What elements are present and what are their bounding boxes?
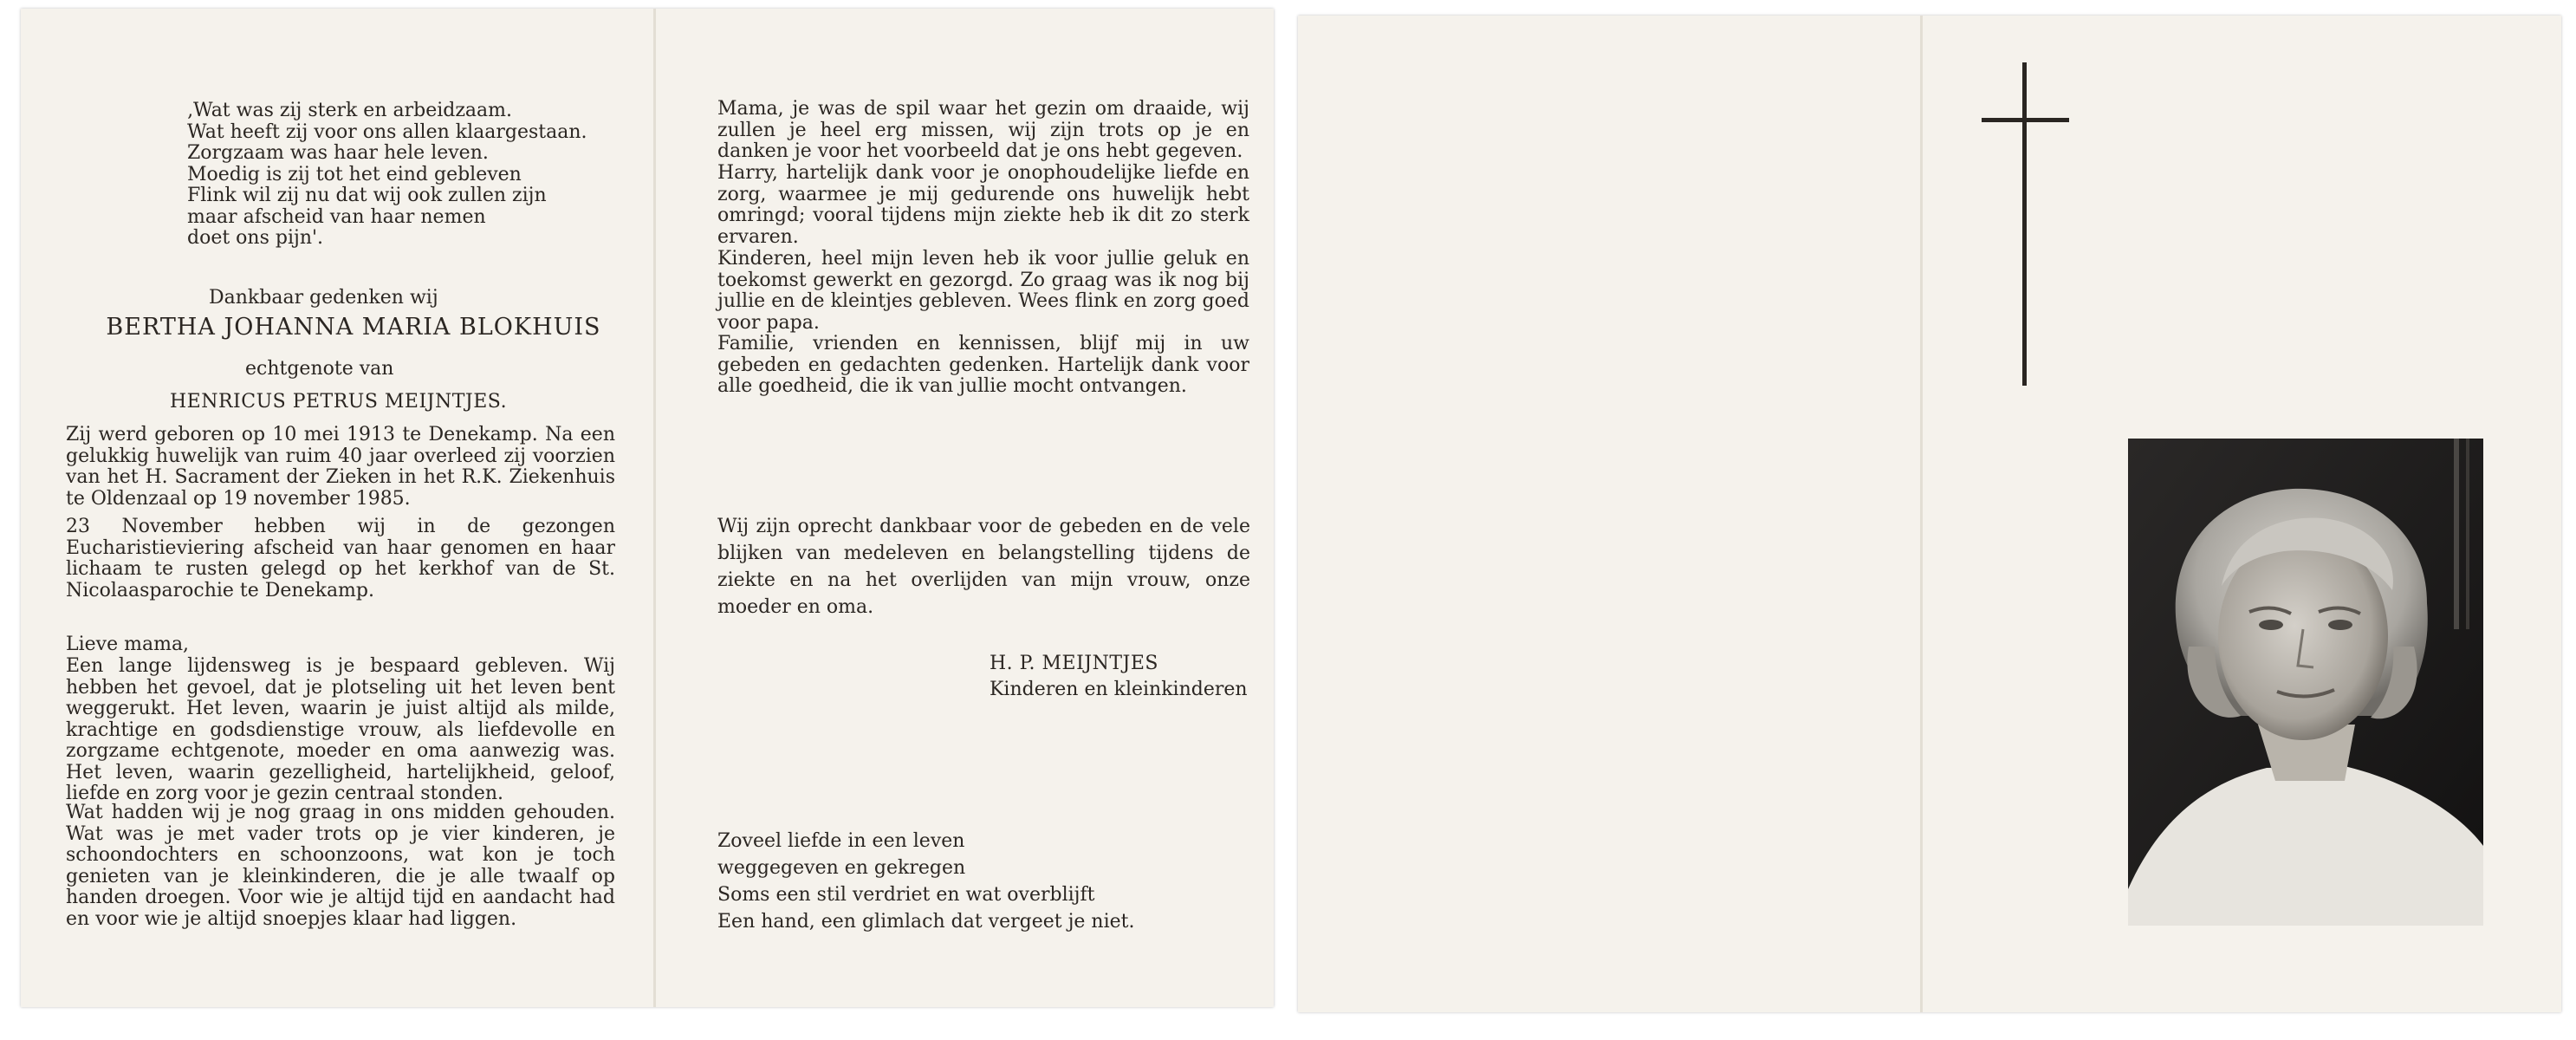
farewell-paragraph: Kinderen, heel mijn leven heb ik voor jullie geluk en toekomst gewerkt en gezorgd. Zo graag was ik nog bij jullie en de kleintjes gebleven. Wees flink en zorg goed voor papa. [717,248,1249,334]
closing-poem: Zoveel liefde in een leven weggegeven en gekregen Soms een stil verdriet en wat overblijft Een hand, een glimlach dat vergeet je niet. [717,830,1135,933]
memorial-card-inside [21,9,1274,1007]
letter-paragraph: Wat hadden wij je nog graag in ons midden gehouden. Wat was je met vader trots op je vier kinderen, je schoondochters en schoonzoons, wat kon je toch genieten van je kleinkinderen, die je alle twaalf op handen droegen. Voor wie je altijd tijd en aandacht had en voor wie je altijd snoepjes klaar had liggen. [66,802,615,930]
biography-paragraph: Zij werd geboren op 10 mei 1913 te Denekamp. Na een gelukkig huwelijk van ruim 40 jaar overleed zij voorzien van het H. Sacrament der Zieken in het R.K. Ziekenhuis te Oldenzaal op 19 november 1985. [66,424,615,510]
farewell-paragraph: Mama, je was de spil waar het gezin om draaide, wij zullen je heel erg missen, wij zijn trots op je en danken je voor het voorbeeld dat je ons hebt gegeven. [717,98,1249,162]
inside-right-panel [656,9,1274,1007]
signature-family: Kinderen en kleinkinderen [990,679,1248,700]
husband-name: HENRICUS PETRUS MEIJNTJES. [170,391,508,413]
opening-poem: ‚Wat was zij sterk en arbeidzaam. Wat heeft zij voor ons allen klaargestaan. Zorgzaam was haar hele leven. Moedig is zij tot het eind gebleven Flink wil zij nu dat wij ook zullen zijn maar afscheid van haar nemen doet ons pijn'. [187,100,587,249]
echtgenote-line: echtgenote van [245,358,394,380]
portrait-photo [2128,439,2483,926]
inside-left-panel [21,9,653,1007]
farewell-paragraph: Familie, vrienden en kennissen, blijf mij in uw gebeden en gedachten gedenken. Hartelijk dank voor alle goedheid, die ik van jullie mocht ontvangen. [717,333,1249,397]
memorial-card-outside [1298,16,2561,1012]
dankbaar-line: Dankbaar gedenken wij [209,287,438,309]
funeral-paragraph: 23 November hebben wij in de gezongen Eucharistieviering afscheid van haar genomen en haar lichaam te rusten gelegd op het kerkhof van de St. Nicolaasparochie te Denekamp. [66,516,615,601]
letter-paragraph: Een lange lijdensweg is je bespaard gebleven. Wij hebben het gevoel, dat je plotseling uit het leven bent weggerukt. Het leven, waarin je juist altijd als milde, krachtige en godsdienstige vrouw, als liefdevolle en zorgzame echtgenote, moeder en oma aanwezig was. Het leven, waarin gezelligheid, hartelijkheid, geloof, liefde en zorg voor je gezin centraal stonden. [66,655,615,804]
farewell-paragraph: Harry, hartelijk dank voor je onophoudelijke liefde en zorg, waarmee je mij gedurende ons huwelijk hebt omringd; vooral tijdens mijn ziekte heb ik dit zo sterk ervaren. [717,162,1249,248]
fold-line [1920,16,1923,1012]
thank-you-paragraph: Wij zijn oprecht dankbaar voor de gebeden en de vele blijken van medeleven en belangstelling tijdens de ziekte en na het overlijden van mijn vrouw, onze moeder en oma. [717,516,1250,618]
letter-salutation: Lieve mama, [66,634,190,655]
deceased-name: BERTHA JOHANNA MARIA BLOKHUIS [106,314,601,341]
signature-name: H. P. MEIJNTJES [990,653,1158,674]
